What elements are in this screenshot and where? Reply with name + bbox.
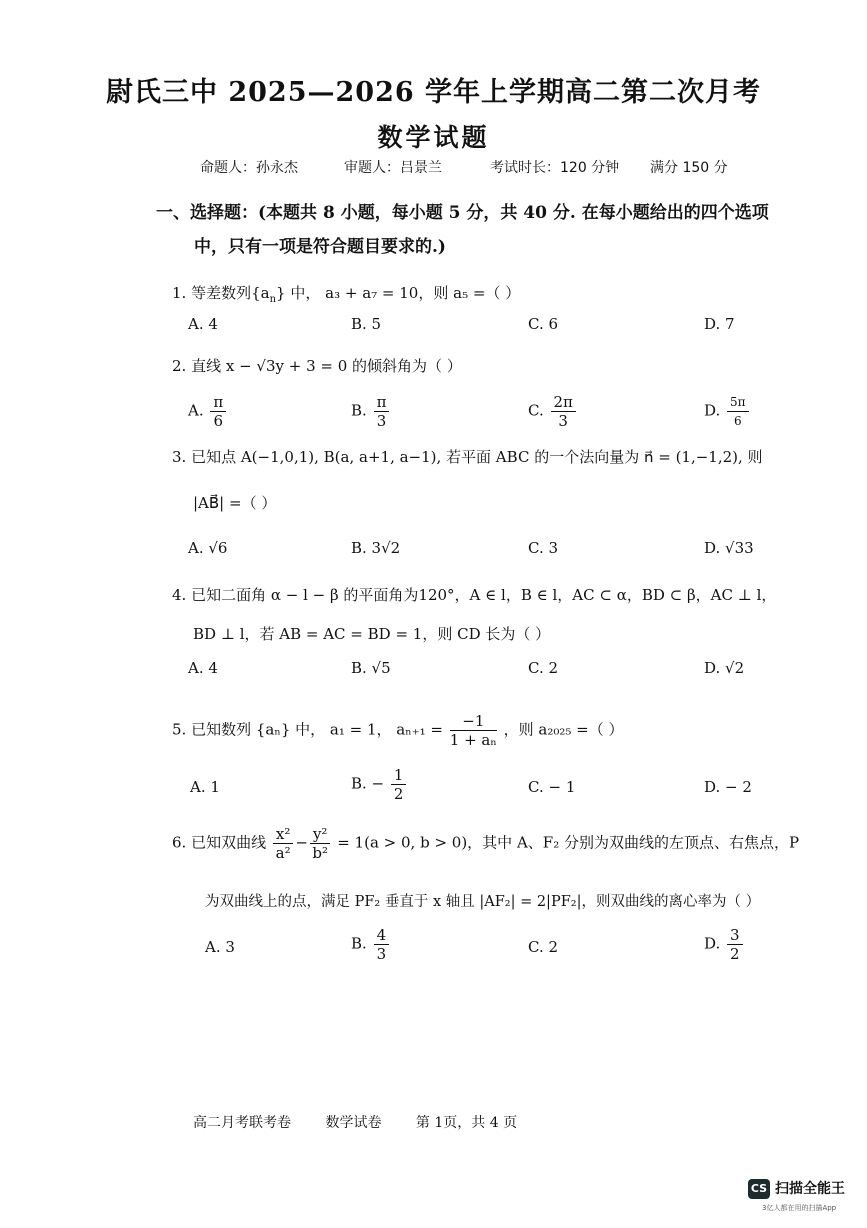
q1-option-d: D. 7 [704,315,735,333]
q6-f2-den: b² [312,844,328,862]
scanner-app-name: 扫描全能王 [775,1181,845,1197]
q6-stem-a: 6. 已知双曲线 [172,833,267,852]
q2-b-label: B. [351,401,367,420]
q2-d-label: D. [704,401,721,420]
q2-a-num: π [210,393,226,412]
q1-option-c: C. 6 [528,315,559,333]
scanner-watermark [748,1177,848,1217]
setter-info: 命题人：孙永杰 [200,160,298,176]
section-line-1: 一、选择题：(本题共 8 小题，每小题 5 分，共 40 分. 在每小题给出的四个选项 [156,203,769,223]
q6-d-num: 3 [727,926,743,945]
q6-d-fraction [727,926,743,963]
page-footer [193,1112,547,1132]
q5-frac-den: 1 + aₙ [449,731,497,749]
q5-frac-num: −1 [450,712,497,731]
q2-option-d [704,393,751,430]
q1-stem-a: 1. 等差数列 [172,284,252,302]
section-line-2: 中，只有一项是符合题目要求的.) [194,237,446,257]
q3-option-b: B. 3√2 [351,539,401,557]
q4-option-a: A. 4 [188,659,218,677]
q5-stem-b: ，则 a₂₀₂₅ =（ ） [503,720,624,739]
q5-option-a: A. 1 [190,778,220,796]
q2-c-fraction [551,393,576,430]
q1-option-b: B. 5 [351,315,382,333]
q6-option-d [704,926,745,963]
q6-b-fraction [374,926,390,963]
reviewer-info: 审题人：吕景兰 [344,160,442,176]
q6-b-den: 3 [376,945,387,963]
q1-option-a: A. 4 [188,315,218,333]
q6-option-a: A. 3 [205,938,235,956]
question-4-stem-line-1: 4. 已知二面角 α − l − β 的平面角为120°，A ∈ l，B ∈ l，AC ⊂ α，BD ⊂ β，AC ⊥ l， [172,586,777,604]
q6-f1-den: a² [275,844,291,862]
q6-f2-num: y² [310,825,331,844]
q1-stem-e: ，则 a₅ =（ ） [418,284,521,302]
q2-d-fraction [727,393,749,430]
q2-b-num: π [374,393,390,412]
question-5-stem [172,712,792,749]
score-info: 满分 150 分 [650,160,728,176]
q2-c-den: 3 [558,412,568,430]
q3-option-a: A. √6 [188,539,228,557]
question-4-stem-line-2: BD ⊥ l，若 AB = AC = BD = 1，则 CD 长为（ ） [193,625,551,643]
question-3-stem-line-1: 3. 已知点 A(−1,0,1), B(a, a+1, a−1), 若平面 ABC 的一个法向量为 n⃗ = (1,−1,2), 则 [172,448,763,466]
q5-b-fraction [391,766,407,803]
q2-option-c [528,393,578,430]
exam-subtitle: 数学试题 [377,123,490,152]
exam-title: 尉氏三中 2025—2026 学年上学期高二第二次月考 [105,77,762,108]
duration-info: 考试时长：120 分钟 [490,160,620,176]
section-heading [156,196,806,264]
question-2-stem: 2. 直线 x − √3y + 3 = 0 的倾斜角为（ ） [172,357,462,375]
q2-d-num: 5π [727,393,749,412]
q5-b-num: 1 [391,766,407,785]
q3-option-c: C. 3 [528,539,559,557]
question-3-stem-line-2: |AB⃗| =（ ） [193,494,277,512]
q2-a-label: A. [188,401,204,420]
question-1-stem: 1. 等差数列$\{a_n\}$ 中， a₃ + a₇ = 10，则 a₅ =（ ） [172,284,521,305]
camscanner-logo-icon: CS [748,1179,770,1199]
q6-minus: − [295,833,308,852]
q2-d-den: 6 [733,414,742,428]
q1-stem-c: } 中， [276,284,321,302]
q2-option-b [351,393,391,430]
q2-a-fraction [210,393,226,430]
q2-c-num: 2π [551,393,576,412]
q2-c-label: C. [528,401,544,420]
q5-option-b [351,766,408,803]
q5-option-c: C. − 1 [528,778,576,796]
q1-stem-d: a₃ + a₇ = 10 [325,284,419,302]
q6-option-b [351,926,391,963]
q2-b-fraction [374,393,390,430]
q2-a-den: 6 [213,412,224,430]
footer-page-number: 第 1页，共 4 页 [415,1115,518,1131]
footer-exam-name: 高二月考联考卷 [193,1115,291,1131]
q5-fraction [450,712,497,749]
footer-subject: 数学试卷 [325,1115,382,1131]
q6-fraction-y [310,825,331,862]
q6-fraction-x [273,825,293,862]
q4-option-b: B. √5 [351,659,391,677]
scanner-tagline: 3亿人都在用的扫描App [762,1204,837,1212]
q5-stem-a: 5. 已知数列 {aₙ} 中， a₁ = 1， aₙ₊₁ = [172,720,443,739]
q4-option-c: C. 2 [528,659,559,677]
q3-option-d: D. √33 [704,539,754,557]
q2-b-den: 3 [376,412,387,430]
q5-b-den: 2 [393,785,404,803]
q6-d-label: D. [704,934,721,953]
q6-d-den: 2 [730,945,740,963]
q4-option-d: D. √2 [704,659,745,677]
q1-stem-b: {a [251,284,270,302]
q6-b-label: B. [351,934,367,953]
q6-stem-b: = 1(a > 0, b > 0)，其中 A、F₂ 分别为双曲线的左顶点、右焦点，P [337,833,800,852]
q6-option-c: C. 2 [528,938,559,956]
q5-option-d: D. − 2 [704,778,752,796]
q6-f1-num: x² [273,825,293,844]
question-6-stem-line-1 [172,825,800,862]
q5-b-label: B. − [351,774,385,793]
q6-b-num: 4 [374,926,390,945]
q2-option-a [188,393,228,430]
question-6-stem-line-2: 为双曲线上的点，满足 PF₂ 垂直于 x 轴且 |AF₂| = 2|PF₂|，则双曲线的离心率为（ ） [205,894,761,910]
